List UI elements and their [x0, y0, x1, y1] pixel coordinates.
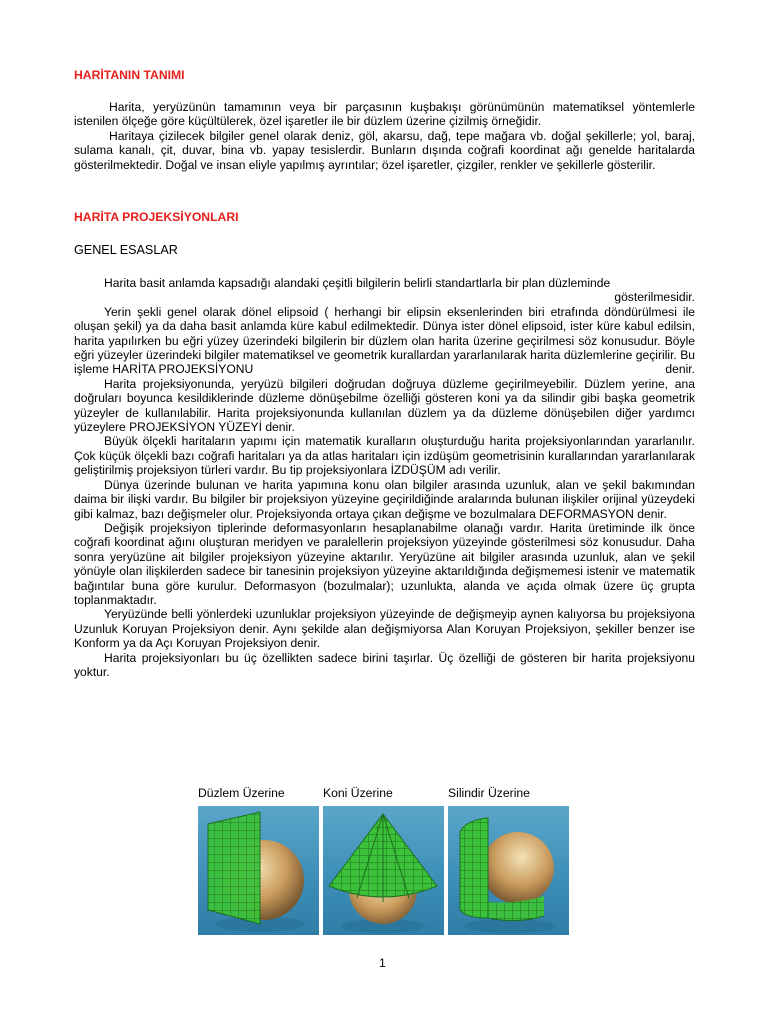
paragraph: Büyük ölçekli haritaların yapımı için matematik kuralların oluşturduğu harita projeksiyonlarından yararlanılır. Çok küçük ölçekli bazı coğrafi haritaları ya da atlas haritaları için izdüşüm geometrisinin kurallarından yararlanılarak geliştirilmiş projeksiyon türleri vardır. Bu tip projeksiyonlara İZDÜŞÜM adı verilir. — [74, 434, 695, 478]
projection-figures — [198, 786, 570, 936]
paragraph: Yeryüzünde belli yönlerdeki uzunluklar projeksiyon yüzeyinde de değişmeyip aynen kalıyorsa bu projeksiyona Uzunluk Koruyan Projeksiyon denir. Aynı şekilde alan değişmiyorsa Alan Koruyan Projeksiyon, şekiller benzer ise Konform ya da Açı Koruyan Projeksiyon denir. — [74, 607, 695, 651]
paragraph: Değişik projeksiyon tiplerinde deformasyonların hesaplanabilme olanağı vardır. Harita üretiminde ilk önce coğrafi koordinat ağını oluşturan meridyen ve paralellerin projeksiyon yüzeyinde gösterilmesi söz konusudur. Daha sonra yeryüzüne ait bilgiler projeksiyon yüzeyine aktarılır. Yeryüzüne ait bilgiler arasında uzunluk, alan ve şekil yönüyle olan ilişkilerden sadece bir tanesinin projeksiyon yüzeyine aktarıldığında değişmemesi istenir ve matematik bağıntılar buna göre kurulur. Deformasyon (bozulmalar); uzunlukta, alanda ve açıda olmak üzere üç grupta toplanmaktadır. — [74, 520, 695, 607]
paragraph: Haritaya çizilecek bilgiler genel olarak deniz, göl, akarsu, dağ, tepe mağara vb. doğal şekillerle; yol, baraj, sulama kanalı, çit, duvar, bina vb. yapay tesislerdir. Bunların dışında coğrafi koordinat ağı genelde haritalarda gösterilmektedir. Doğal ve insan eliyle yapılmış ayrıntılar; özel işaretler, çizgiler, renkler ve şekillerle gösterilir. — [74, 128, 695, 172]
figure-caption-plane: Düzlem Üzerine — [198, 786, 285, 800]
paragraph: Harita, yeryüzünün tamamının veya bir parçasının kuşbakışı görünümünün matematiksel yöntemlerle istenilen ölçeğe göre küçültülerek, özel işaretler ile bir düzlem üzerine çizilmiş örneğidir. — [74, 100, 695, 129]
paragraph-wrap — [74, 276, 695, 305]
paragraph: Dünya üzerinde bulunan ve harita yapımına konu olan bilgiler arasında uzunluk, alan ve şekil bakımından daima bir ilişki vardır. Bu bilgiler bir projeksiyon yüzeyine geçirildiğinde aralarında bulunan ilişkiler orijinal yüzeydeki gibi kalmaz, bazı değişmeler olur. Projeksiyonda ortaya çıkan değişme ve bozulmalara DEFORMASYON denir. — [74, 477, 695, 521]
paragraph-end: denir. — [665, 362, 695, 377]
paragraph-end: gösterilmesidir. — [614, 290, 695, 305]
paragraph: Yerin şekli genel olarak dönel elipsoid ( herhangi bir elipsin eksenlerinden biri etrafında döndürülmesi ile oluşan şekil) ya da daha basit anlamda küre kabul edilmektedir. Dünya ister dönel elipsoid, ister küre kabul edilsin, harita yapılırken bu eğri yüzey üzerindeki bilgilerin bir düzlem olan harita üzerine geçirilmesi söz konusudur. Böyle eğri yüzeyler üzerindeki bilgiler matematiksel ve geometrik kurallardan yararlanılarak harita düzlemlerine geçirilir. Bu işleme HARİTA PROJEKSİYONU — [74, 304, 695, 377]
cylinder-projection-image — [448, 806, 569, 935]
section-subtitle: GENEL ESASLAR — [74, 243, 178, 257]
paragraph: Harita basit anlamda kapsadığı alandaki çeşitli bilgilerin belirli standartlarla bir plan düzleminde — [104, 276, 611, 290]
cone-projection-image — [323, 806, 444, 935]
figure-caption-cylinder: Silindir Üzerine — [448, 786, 530, 800]
section-title-projections: HARİTA PROJEKSİYONLARI — [74, 210, 239, 224]
map-definition-body — [74, 100, 695, 172]
projections-body — [74, 276, 695, 679]
figure-caption-cone: Koni Üzerine — [323, 786, 393, 800]
plane-projection-image — [198, 806, 319, 935]
paragraph-wrap — [74, 305, 695, 377]
section-title-map-definition: HARİTANIN TANIMI — [74, 68, 185, 82]
paragraph: Harita projeksiyonları bu üç özellikten sadece birini taşırlar. Üç özelliği de gösteren bir harita projeksiyonu yoktur. — [74, 650, 695, 679]
paragraph: Harita projeksiyonunda, yeryüzü bilgileri doğrudan doğruya düzleme geçirilmeyebilir. Düzlem yerine, ana doğruları boyunca kesildiklerinde düzleme dönüşebilme özelliği gösteren koni ya da silindir gibi başka geometrik yüzeyler de kullanılabilir. Harita projeksiyonunda kullanılan düzlem ya da düzleme dönüşebilen diğer yardımcı yüzeylere PROJEKSİYON YÜZEYİ denir. — [74, 376, 695, 435]
page-number: 1 — [379, 956, 386, 970]
